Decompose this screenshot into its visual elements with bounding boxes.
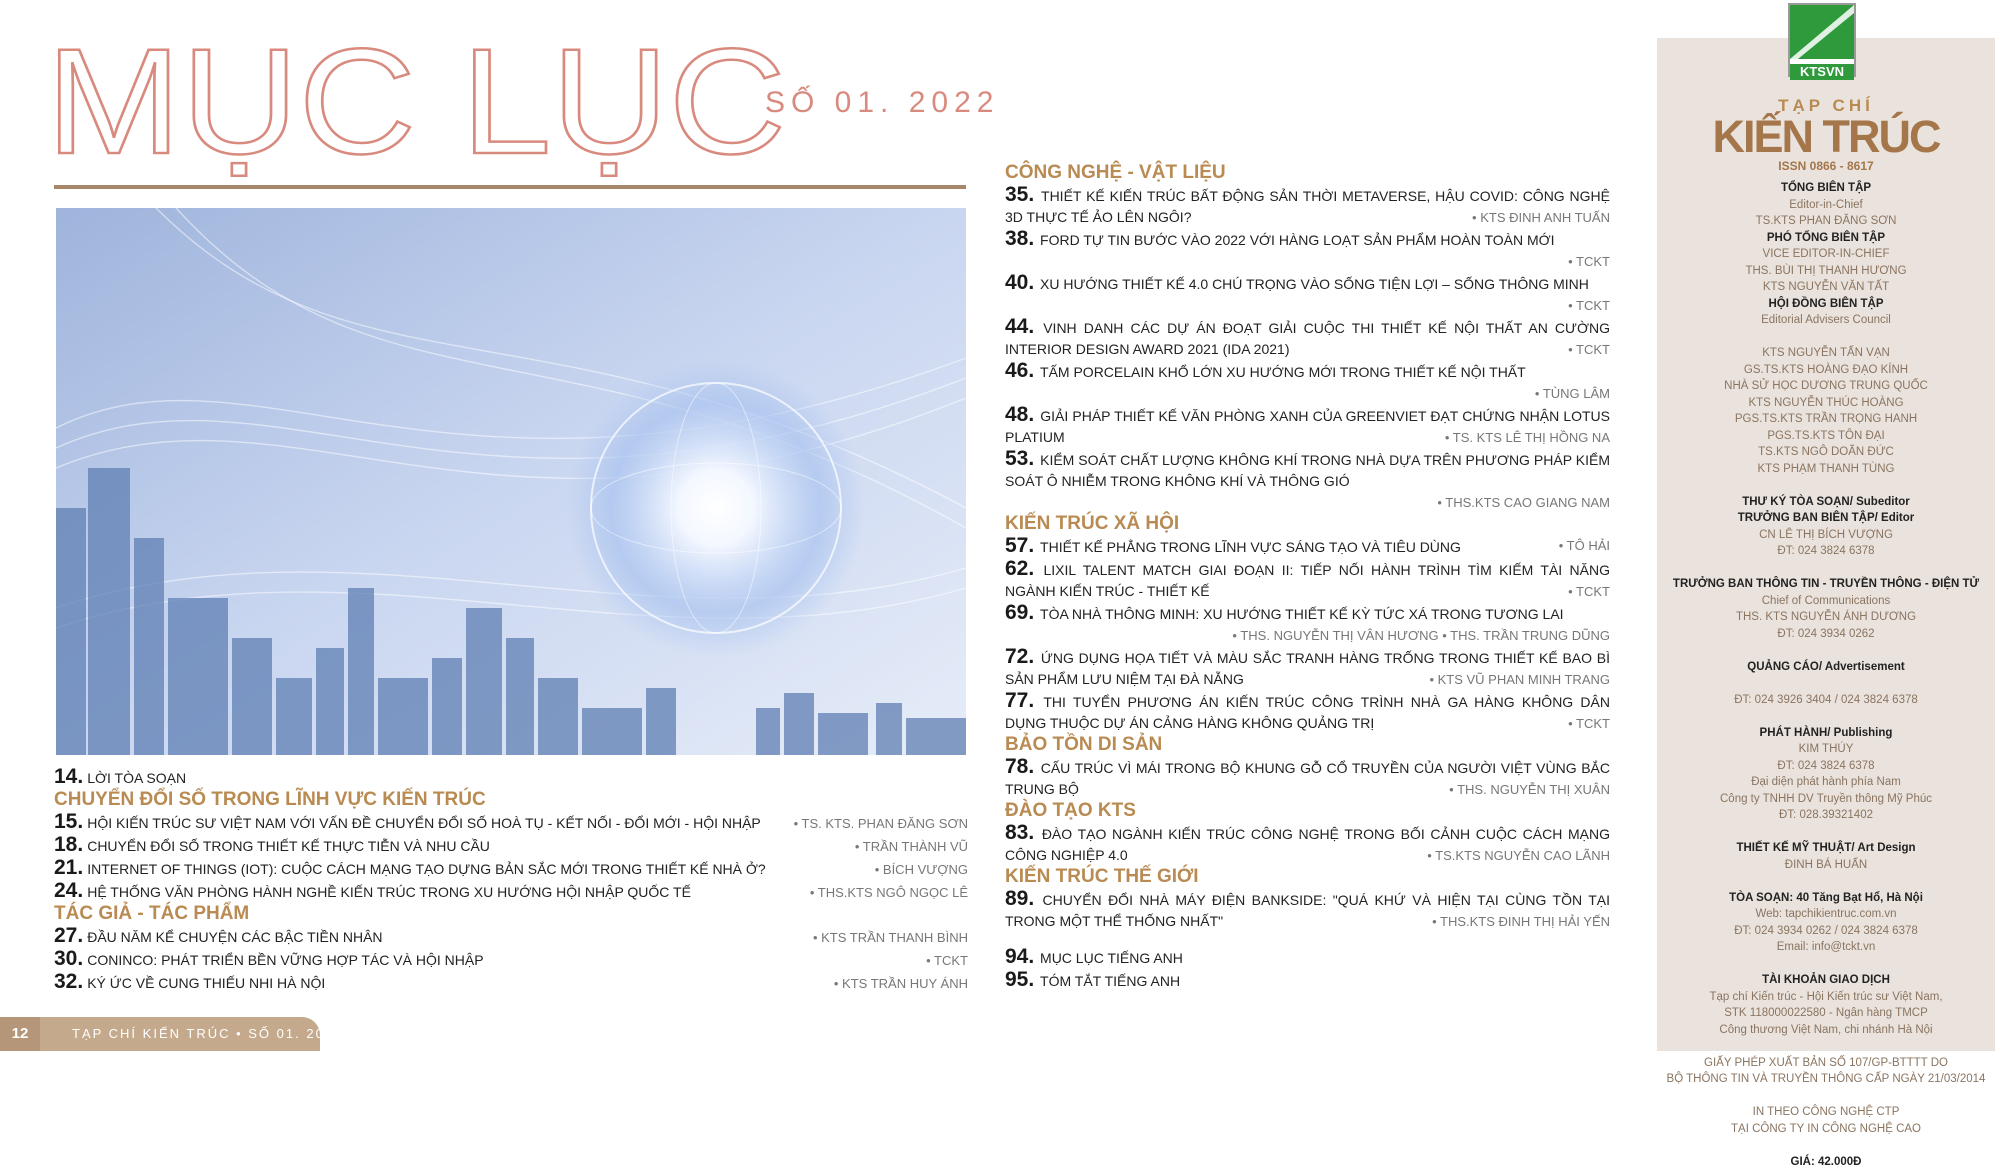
masthead-line: [1657, 329, 1995, 346]
toc-page-number: 14.: [54, 766, 83, 787]
toc-page-number: 78.: [1005, 755, 1041, 778]
toc-entry: [1005, 646, 1610, 690]
title-rule: [54, 185, 966, 189]
masthead-line: [1657, 675, 1995, 692]
masthead-tap-chi: TẠP CHÍ: [1657, 98, 1995, 115]
masthead-line: ĐT: 024 3926 3404 / 024 3824 6378: [1657, 692, 1995, 709]
masthead-line: Công ty TNHH DV Truyền thông Mỹ Phúc: [1657, 791, 1995, 808]
toc-entry: [1005, 404, 1610, 448]
toc-entry: [1005, 602, 1610, 646]
toc-entry-title: FORD TỰ TIN BƯỚC VÀO 2022 VỚI HÀNG LOẠT SẢN PHẨM HOÀN TOÀN MỚI: [1040, 232, 1555, 248]
toc-entry-author: • TCKT: [1568, 581, 1610, 602]
toc-entry: [1005, 969, 1610, 992]
toc-entry: [54, 948, 968, 971]
masthead-heading: HỘI ĐỒNG BIÊN TẬP: [1657, 296, 1995, 313]
toc-page-number: 72.: [1005, 645, 1041, 668]
masthead-line: STK 118000022580 - Ngân hàng TMCP: [1657, 1005, 1995, 1022]
masthead-line: THS. BÙI THỊ THANH HƯƠNG: [1657, 263, 1995, 280]
toc-page-number: 15.: [54, 811, 83, 832]
masthead-line: PGS.TS.KTS TRẦN TRỌNG HANH: [1657, 411, 1995, 428]
issue-number: SỐ 01. 2022: [765, 86, 999, 120]
toc-entry: [1005, 558, 1610, 602]
masthead-line: Editor-in-Chief: [1657, 197, 1995, 214]
footer-text: TẠP CHÍ KIẾN TRÚC • SỐ 01. 2022: [72, 1017, 343, 1051]
toc-page-number: 27.: [54, 925, 83, 946]
toc-entry: [1005, 272, 1610, 316]
toc-right-column: [1005, 162, 1610, 992]
ktsvn-logo: [1788, 3, 1856, 77]
toc-entry: [1005, 946, 1610, 969]
masthead-line: TS.KTS NGÔ DOÃN ĐỨC: [1657, 444, 1995, 461]
toc-page-number: 32.: [54, 971, 83, 992]
toc-entry-author: • THS.KTS NGÔ NGỌC LÊ: [810, 882, 968, 903]
masthead-heading: GIÁ: 42.000Đ: [1657, 1154, 1995, 1170]
toc-entry: [1005, 448, 1610, 513]
toc-left-column: [54, 766, 968, 994]
logo-text: KTSVN: [1790, 64, 1854, 80]
toc-entry-author: • THS.KTS CAO GIANG NAM: [1005, 492, 1610, 513]
masthead-line: ĐT: 028.39321402: [1657, 807, 1995, 824]
toc-section-heading: ĐÀO TẠO KTS: [1005, 800, 1610, 822]
toc-section-heading: KIẾN TRÚC XÃ HỘI: [1005, 513, 1610, 535]
masthead-line: TẠI CÔNG TY IN CÔNG NGHỆ CAO: [1657, 1121, 1995, 1138]
toc-page-number: 44.: [1005, 315, 1043, 338]
masthead-line: ĐT: 024 3934 0262: [1657, 626, 1995, 643]
toc-page-number: 53.: [1005, 447, 1040, 470]
toc-entry-title: ĐÀO TẠO NGÀNH KIẾN TRÚC CÔNG NGHỆ TRONG BỐI CẢNH CUỘC CÁCH MẠNG CÔNG NGHIỆP 4.0: [1005, 826, 1610, 863]
toc-page-number: 94.: [1005, 945, 1040, 968]
masthead-line: [1657, 956, 1995, 973]
masthead-line: Công thương Việt Nam, chi nhánh Hà Nội: [1657, 1022, 1995, 1039]
toc-page-number: 40.: [1005, 271, 1040, 294]
masthead-line: [1657, 1088, 1995, 1105]
masthead-line: BỘ THÔNG TIN VÀ TRUYỀN THÔNG CẤP NGÀY 21/03/2014: [1657, 1071, 1995, 1088]
toc-spacer: [1005, 932, 1610, 946]
masthead-line: NHÀ SỬ HỌC DƯƠNG TRUNG QUỐC: [1657, 378, 1995, 395]
masthead-line: ĐT: 024 3934 0262 / 024 3824 6378: [1657, 923, 1995, 940]
toc-section-heading: CHUYỂN ĐỔI SỐ TRONG LĨNH VỰC KIẾN TRÚC: [54, 789, 968, 811]
toc-entry-title: MỤC LỤC TIẾNG ANH: [1040, 950, 1183, 966]
toc-entry-title: LỜI TÒA SOẠN: [83, 768, 968, 789]
masthead-heading: TRƯỞNG BAN BIÊN TẬP/ Editor: [1657, 510, 1995, 527]
toc-entry-title: ỨNG DỤNG HỌA TIẾT VÀ MÀU SẮC TRANH HÀNG TRỐNG TRONG THIẾT KẾ BAO BÌ SẢN PHẨM LƯU NIỆM TẠI ĐÀ NẴNG: [1005, 650, 1610, 687]
toc-page-number: 24.: [54, 880, 83, 901]
toc-entry-title: CONINCO: PHÁT TRIỂN BỀN VỮNG HỢP TÁC VÀ HỘI NHẬP: [83, 950, 926, 971]
toc-page-number: 57.: [1005, 534, 1040, 557]
masthead-line: Tạp chí Kiến trúc - Hội Kiến trúc sư Việt Nam,: [1657, 989, 1995, 1006]
toc-entry-title: LIXIL TALENT MATCH GIAI ĐOẠN II: TIẾP NỐI HÀNH TRÌNH TÌM KIẾM TÀI NĂNG NGÀNH KIẾN TRÚC - THIẾT KẾ: [1005, 562, 1610, 599]
toc-page-number: 89.: [1005, 887, 1043, 910]
toc-entry: [1005, 228, 1610, 272]
toc-page-number: 77.: [1005, 689, 1043, 712]
toc-entry: [1005, 822, 1610, 866]
masthead-line: Chief of Communications: [1657, 593, 1995, 610]
toc-entry: [54, 971, 968, 994]
masthead-issn: ISSN 0866 - 8617: [1657, 158, 1995, 175]
masthead-line: Editorial Advisers Council: [1657, 312, 1995, 329]
toc-page-number: 95.: [1005, 968, 1040, 991]
toc-entry-author: • KTS VŨ PHAN MINH TRANG: [1429, 669, 1610, 690]
masthead-line: KTS NGUYỄN VĂN TẤT: [1657, 279, 1995, 296]
toc-section-heading: BẢO TỒN DI SẢN: [1005, 734, 1610, 756]
toc-entry-title: THIẾT KẾ KIẾN TRÚC BẤT ĐỘNG SẢN THỜI METAVERSE, HẬU COVID: CÔNG NGHỆ 3D THỰC TẾ ẢO LÊN NGÔI?: [1005, 188, 1610, 225]
toc-entry: [1005, 690, 1610, 734]
cover-image: [56, 208, 966, 755]
masthead-line: Email: info@tckt.vn: [1657, 939, 1995, 956]
toc-entry-title: XU HƯỚNG THIẾT KẾ 4.0 CHÚ TRỌNG VÀO SỐNG TIỆN LỢI – SỐNG THÔNG MINH: [1040, 276, 1589, 292]
toc-entry: [1005, 184, 1610, 228]
toc-entry-author: • TCKT: [1568, 713, 1610, 734]
masthead-heading: QUẢNG CÁO/ Advertisement: [1657, 659, 1995, 676]
toc-page-number: 46.: [1005, 359, 1040, 382]
toc-section-heading: KIẾN TRÚC THẾ GIỚI: [1005, 866, 1610, 888]
toc-entry: [1005, 888, 1610, 932]
toc-entry-title: THI TUYỂN PHƯƠNG ÁN KIẾN TRÚC CÔNG TRÌNH NHÀ GA HÀNG KHÔNG DÂN DỤNG THUỘC DỰ ÁN CẢNG HÀNG KHÔNG QUẢNG TRỊ: [1005, 694, 1610, 731]
toc-page-number: 21.: [54, 857, 83, 878]
masthead-line: [1657, 560, 1995, 577]
masthead-line: ĐINH BÁ HUẤN: [1657, 857, 1995, 874]
masthead-heading: THƯ KÝ TÒA SOẠN/ Subeditor: [1657, 494, 1995, 511]
masthead-heading: PHÁT HÀNH/ Publishing: [1657, 725, 1995, 742]
toc-page-number: 38.: [1005, 227, 1040, 250]
toc-section-heading: TÁC GIẢ - TÁC PHẨM: [54, 903, 968, 925]
masthead-line: [1657, 708, 1995, 725]
toc-entry: [1005, 360, 1610, 404]
masthead-line: GS.TS.KTS HOÀNG ĐẠO KÍNH: [1657, 362, 1995, 379]
toc-entry-author: • TÙNG LÂM: [1005, 383, 1610, 404]
masthead-line: TS.KTS PHAN ĐĂNG SƠN: [1657, 213, 1995, 230]
toc-entry: [54, 766, 968, 789]
masthead-line: [1657, 642, 1995, 659]
masthead-line: [1657, 1137, 1995, 1154]
masthead-line: [1657, 824, 1995, 841]
toc-entry-author: • TS. KTS LÊ THỊ HỒNG NA: [1445, 427, 1610, 448]
masthead-line: KTS NGUYỄN THÚC HOÀNG: [1657, 395, 1995, 412]
toc-entry-author: • TCKT: [1005, 251, 1610, 272]
masthead-heading: THIẾT KẾ MỸ THUẬT/ Art Design: [1657, 840, 1995, 857]
masthead-credits: [1657, 180, 1995, 1170]
toc-entry-title: INTERNET OF THINGS (IOT): CUỘC CÁCH MẠNG TẠO DỰNG BẢN SẮC MỚI TRONG THIẾT KẾ NHÀ Ở?: [83, 859, 875, 880]
toc-entry-title: TẤM PORCELAIN KHỔ LỚN XU HƯỚNG MỚI TRONG THIẾT KẾ NỘI THẤT: [1040, 364, 1526, 380]
page-number: 12: [0, 1017, 40, 1051]
toc-entry: [54, 857, 968, 880]
toc-entry-title: KIỂM SOÁT CHẤT LƯỢNG KHÔNG KHÍ TRONG NHÀ DỰA TRÊN PHƯƠNG PHÁP KIỂM SOÁT Ô NHIỄM TRONG KHÔNG KHÍ VÀ THÔNG GIÓ: [1005, 452, 1610, 489]
toc-page-number: 69.: [1005, 601, 1040, 624]
toc-entry: [54, 811, 968, 834]
masthead-line: [1657, 477, 1995, 494]
toc-entry: [1005, 316, 1610, 360]
toc-page-number: 83.: [1005, 821, 1042, 844]
toc-entry-title: TÒA NHÀ THÔNG MINH: XU HƯỚNG THIẾT KẾ KỲ TỨC XÁ TRONG TƯƠNG LAI: [1040, 606, 1564, 622]
masthead-heading: TỔNG BIÊN TẬP: [1657, 180, 1995, 197]
toc-entry-author: • TCKT: [1568, 339, 1610, 360]
toc-entry-title: CẤU TRÚC VÌ MÁI TRONG BỘ KHUNG GỖ CỔ TRUYỀN CỦA NGƯỜI VIỆT VÙNG BẮC TRUNG BỘ: [1005, 760, 1610, 797]
toc-entry-title: HỆ THỐNG VĂN PHÒNG HÀNH NGHỀ KIẾN TRÚC TRONG XU HƯỚNG HỘI NHẬP QUỐC TẾ: [83, 882, 810, 903]
toc-entry-author: • KTS TRẦN HUY ÁNH: [834, 973, 968, 994]
toc-entry-author: • TÔ HẢI: [1559, 535, 1610, 556]
toc-entry-author: • KTS TRẦN THANH BÌNH: [813, 927, 968, 948]
masthead-heading: TÒA SOẠN: 40 Tăng Bạt Hổ, Hà Nội: [1657, 890, 1995, 907]
toc-entry-author: • TS.KTS NGUYỄN CAO LÃNH: [1427, 845, 1610, 866]
toc-entry-author: • TCKT: [1005, 295, 1610, 316]
masthead-line: ĐT: 024 3824 6378: [1657, 758, 1995, 775]
masthead-line: KTS NGUYỄN TẤN VẠN: [1657, 345, 1995, 362]
toc-page-number: 62.: [1005, 557, 1044, 580]
toc-page-number: 48.: [1005, 403, 1040, 426]
masthead-line: KTS PHẠM THANH TÙNG: [1657, 461, 1995, 478]
masthead-line: CN LÊ THỊ BÍCH VƯỢNG: [1657, 527, 1995, 544]
toc-entry-author: • TS. KTS. PHAN ĐĂNG SƠN: [794, 813, 968, 834]
toc-entry-author: • BÍCH VƯỢNG: [875, 859, 968, 880]
toc-entry-author: • THS. NGUYỄN THỊ VÂN HƯƠNG • THS. TRẦN TRUNG DŨNG: [1005, 625, 1610, 646]
toc-entry-author: • TRẦN THÀNH VŨ: [855, 836, 968, 857]
masthead-line: Web: tapchikientruc.com.vn: [1657, 906, 1995, 923]
toc-page-number: 30.: [54, 948, 83, 969]
masthead-line: [1657, 873, 1995, 890]
toc-entry-author: • THS. NGUYỄN THỊ XUÂN: [1449, 779, 1610, 800]
toc-entry-title: THIẾT KẾ PHẲNG TRONG LĨNH VỰC SÁNG TẠO VÀ TIÊU DÙNG: [1040, 539, 1461, 555]
toc-entry-title: TÓM TẮT TIẾNG ANH: [1040, 973, 1180, 989]
logo-mark-icon: [1790, 5, 1854, 59]
toc-entry-author: • THS.KTS ĐINH THỊ HẢI YẾN: [1432, 911, 1610, 932]
masthead-line: PGS.TS.KTS TÔN ĐẠI: [1657, 428, 1995, 445]
page-title: [46, 28, 806, 183]
masthead-line: KIM THÚY: [1657, 741, 1995, 758]
masthead-line: [1657, 1038, 1995, 1055]
svg-text:MỤC LỤC: MỤC LỤC: [46, 17, 786, 185]
masthead-line: ĐT: 024 3824 6378: [1657, 543, 1995, 560]
toc-page-number: 18.: [54, 834, 83, 855]
toc-entry-title: HỘI KIẾN TRÚC SƯ VIỆT NAM VỚI VẤN ĐỀ CHUYỂN ĐỔI SỐ HOÀ TỤ - KẾT NỐI - ĐỔI MỚI - HỘI NHẬP: [83, 813, 793, 834]
toc-entry-title: GIẢI PHÁP THIẾT KẾ VĂN PHÒNG XANH CỦA GREENVIET ĐẠT CHỨNG NHẬN LOTUS PLATIUM: [1005, 408, 1610, 445]
toc-entry: [54, 925, 968, 948]
toc-entry-title: ĐẦU NĂM KỂ CHUYỆN CÁC BẬC TIỀN NHÂN: [83, 927, 813, 948]
toc-entry: [54, 880, 968, 903]
toc-entry-title: CHUYỂN ĐỔI NHÀ MÁY ĐIỆN BANKSIDE: "QUÁ KHỨ VÀ HIỆN TẠI CÙNG TỒN TẠI TRONG MỘT THỂ THỐNG NHẤT": [1005, 892, 1610, 929]
masthead-heading: TÀI KHOẢN GIAO DỊCH: [1657, 972, 1995, 989]
toc-entry-author: • KTS ĐINH ANH TUẤN: [1472, 207, 1610, 228]
toc-entry: [54, 834, 968, 857]
toc-entry: [1005, 756, 1610, 800]
toc-section-heading: CÔNG NGHỆ - VẬT LIỆU: [1005, 162, 1610, 184]
toc-entry-title: CHUYỂN ĐỔI SỐ TRONG THIẾT KẾ THỰC TIỄN VÀ NHU CẦU: [83, 836, 855, 857]
toc-entry-author: • TCKT: [926, 950, 968, 971]
masthead-line: IN THEO CÔNG NGHỆ CTP: [1657, 1104, 1995, 1121]
masthead-line: VICE EDITOR-IN-CHIEF: [1657, 246, 1995, 263]
masthead-line: GIẤY PHÉP XUẤT BẢN SỐ 107/GP-BTTTT DO: [1657, 1055, 1995, 1072]
masthead-heading: TRƯỞNG BAN THÔNG TIN - TRUYỀN THÔNG - ĐIỆN TỬ: [1657, 576, 1995, 593]
masthead-line: Đại diện phát hành phía Nam: [1657, 774, 1995, 791]
toc-page-number: 35.: [1005, 183, 1041, 206]
masthead-line: THS. KTS NGUYỄN ÁNH DƯƠNG: [1657, 609, 1995, 626]
toc-entry: [1005, 535, 1610, 558]
masthead-heading: PHÓ TỔNG BIÊN TẬP: [1657, 230, 1995, 247]
toc-entry-title: VINH DANH CÁC DỰ ÁN ĐOẠT GIẢI CUỘC THI THIẾT KẾ NỘI THẤT AN CƯỜNG INTERIOR DESIGN AWARD 2021 (IDA 2021): [1005, 320, 1610, 357]
toc-entry-title: KÝ ỨC VỀ CUNG THIẾU NHI HÀ NỘI: [83, 973, 834, 994]
masthead-brand: KIẾN TRÚC: [1657, 112, 1995, 162]
